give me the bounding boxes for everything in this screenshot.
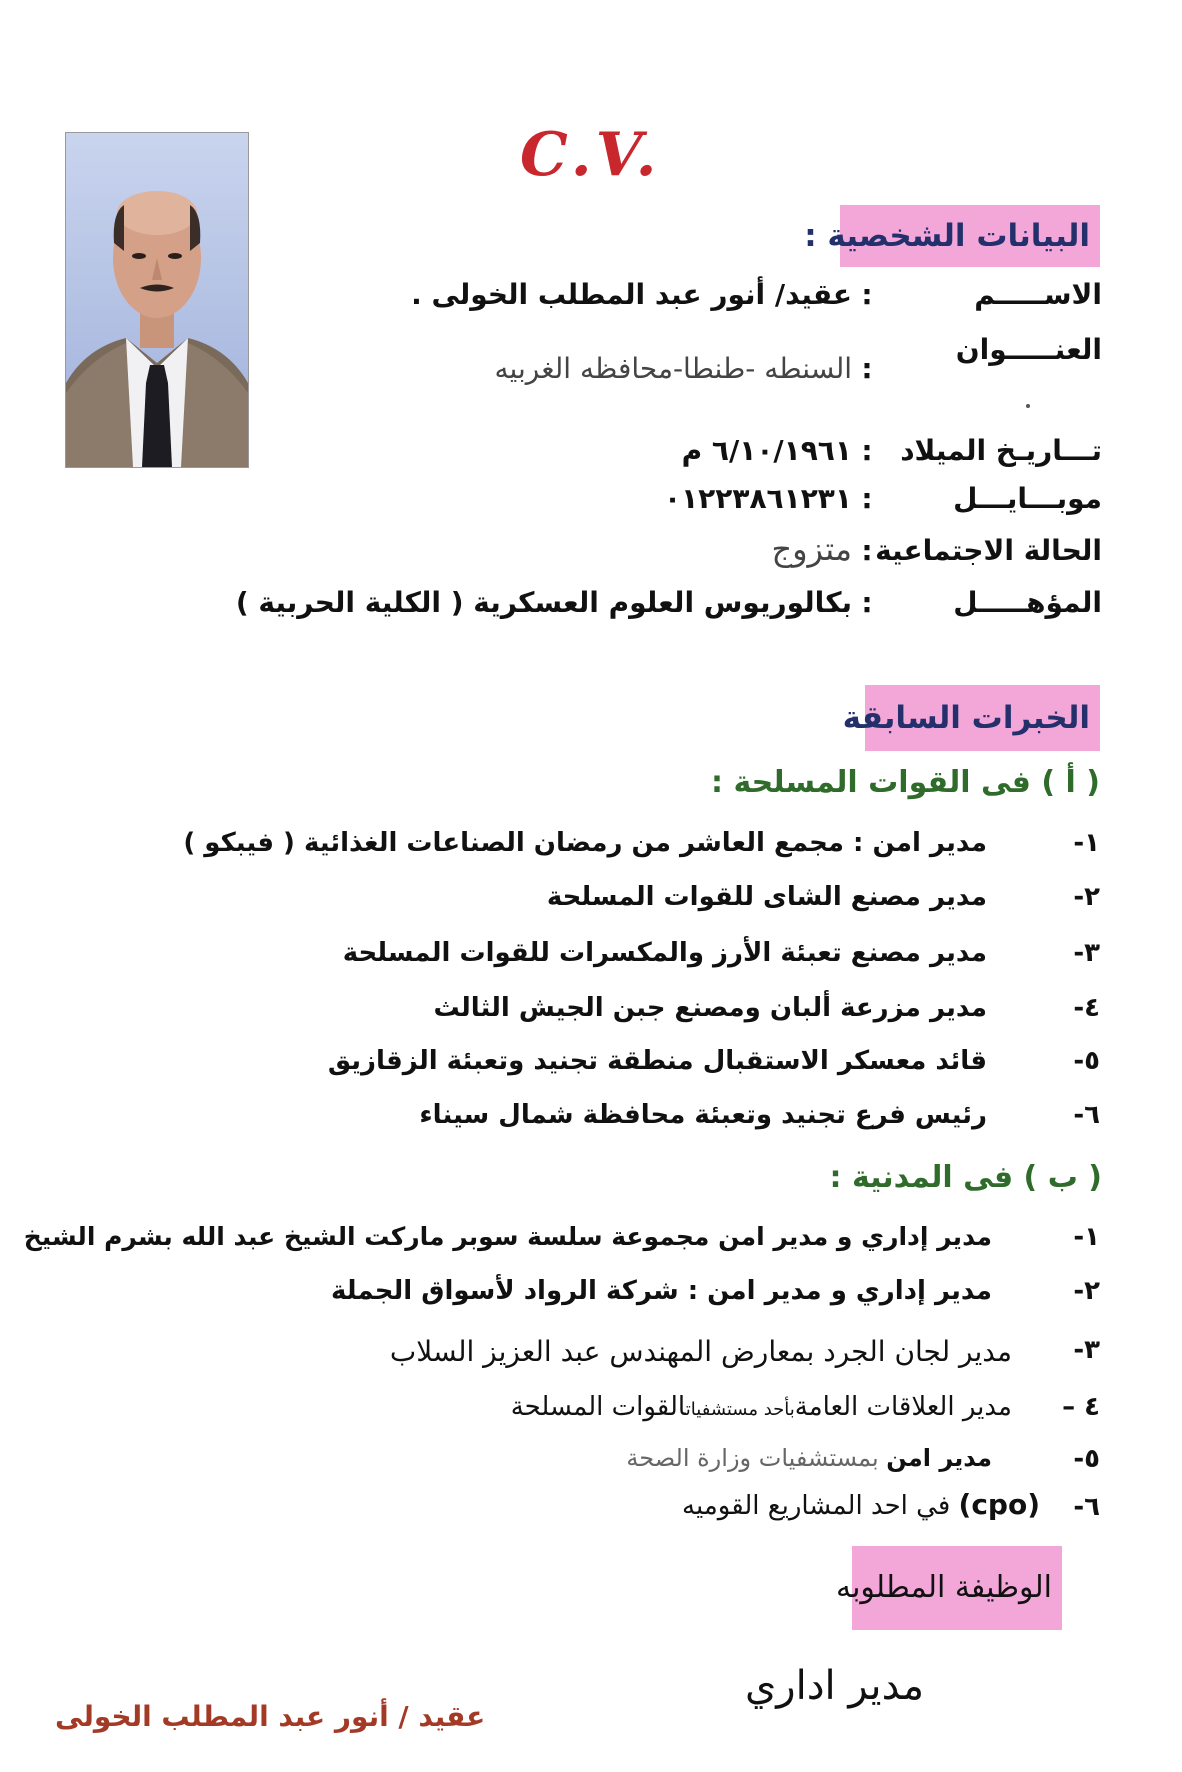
qualification-label: المؤهـــــل: [953, 586, 1102, 619]
civil-heading: ( ب ) فى المدنية :: [829, 1160, 1102, 1195]
civil-item-4: [511, 1392, 1012, 1422]
military-item-3-num: ٣-: [1073, 938, 1100, 968]
dob-label: تـــاريـخ الميلاد: [900, 434, 1102, 467]
name-label: الاســـــم: [974, 278, 1102, 311]
civil-item-4-part-c: القوات المسلحة: [510, 1392, 686, 1422]
civil-item-6: [682, 1488, 1040, 1521]
military-item-1: مدير امن : مجمع العاشر من رمضان الصناعات الغذائية ( فيبكو ): [183, 828, 987, 858]
mobile-colon: :: [861, 482, 873, 515]
civil-item-4-num: ٤ –: [1062, 1392, 1100, 1422]
section-experience-header: الخبرات السابقة: [865, 685, 1100, 751]
civil-item-5-part-a: مدير امن: [886, 1444, 992, 1472]
civil-item-4-part-a: مدير العلاقات العامة: [794, 1392, 1012, 1422]
signature: عقيد / أنور عبد المطلب الخولى: [55, 1700, 486, 1733]
job-value: مدير اداري: [744, 1663, 924, 1709]
scan-dot: [1026, 404, 1030, 408]
civil-item-4-part-b: بأحد مستشفيات: [685, 1399, 795, 1420]
civil-item-6-part-a: (cpo): [958, 1488, 1040, 1521]
portrait-image: [66, 133, 248, 467]
name-colon: :: [861, 278, 873, 311]
civil-item-3: مدير لجان الجرد بمعارض المهندس عبد العزيز السلاب: [389, 1335, 1012, 1368]
military-item-6: رئيس فرع تجنيد وتعبئة محافظة شمال سيناء: [419, 1100, 987, 1130]
military-item-4: مدير مزرعة ألبان ومصنع جبن الجيش الثالث: [433, 993, 987, 1023]
civil-item-6-part-b: في احد المشاريع القوميه: [682, 1491, 951, 1521]
section-personal-header: البيانات الشخصية :: [840, 205, 1100, 267]
address-colon: :: [861, 352, 873, 385]
military-item-5: قائد معسكر الاستقبال منطقة تجنيد وتعبئة الزقازيق: [327, 1046, 987, 1076]
profile-photo: [65, 132, 249, 468]
mobile-label: موبـــايـــل: [953, 482, 1102, 515]
address-label: العنـــــوان: [955, 333, 1102, 366]
address-value: السنطه -طنطا-محافظه الغربيه: [494, 352, 852, 385]
military-item-6-num: ٦-: [1073, 1100, 1100, 1130]
civil-item-2: مدير إداري و مدير امن : شركة الرواد لأسواق الجملة: [330, 1276, 992, 1306]
cv-title: C.V.: [520, 120, 661, 190]
military-item-2: مدير مصنع الشاى للقوات المسلحة: [546, 882, 987, 912]
military-item-1-num: ١-: [1073, 828, 1100, 858]
civil-item-5: [626, 1444, 992, 1472]
qualification-value: بكالوريوس العلوم العسكرية ( الكلية الحربية ): [235, 586, 852, 619]
military-item-3: مدير مصنع تعبئة الأرز والمكسرات للقوات المسلحة: [342, 938, 987, 968]
dob-value: ٦/١٠/١٩٦١ م: [681, 434, 852, 467]
military-item-4-num: ٤-: [1073, 993, 1100, 1023]
civil-item-3-num: ٣-: [1073, 1335, 1100, 1365]
mobile-value: ٠١٢٢٣٨٦١٢٣١: [664, 482, 852, 515]
civil-item-5-part-b: بمستشفيات وزارة الصحة: [626, 1444, 879, 1472]
marital-label: الحالة الاجتماعية: [875, 534, 1102, 567]
dob-colon: :: [861, 434, 873, 467]
military-item-5-num: ٥-: [1073, 1046, 1100, 1076]
section-job-header: الوظيفة المطلوبه: [852, 1546, 1062, 1630]
military-item-2-num: ٢-: [1073, 882, 1100, 912]
civil-item-2-num: ٢-: [1073, 1276, 1100, 1306]
civil-item-5-num: ٥-: [1073, 1444, 1100, 1474]
qualification-colon: :: [861, 586, 873, 619]
civil-item-1: مدير إداري و مدير امن مجموعة سلسة سوبر ماركت الشيخ عبد الله بشرم الشيخ: [23, 1222, 992, 1251]
name-value: عقيد/ أنور عبد المطلب الخولى .: [411, 278, 852, 311]
marital-value: متزوج: [771, 530, 852, 568]
civil-item-1-num: ١-: [1073, 1222, 1100, 1252]
military-heading: ( أ ) فى القوات المسلحة :: [711, 765, 1100, 800]
marital-colon: :: [861, 534, 873, 567]
civil-item-6-num: ٦-: [1073, 1492, 1100, 1522]
